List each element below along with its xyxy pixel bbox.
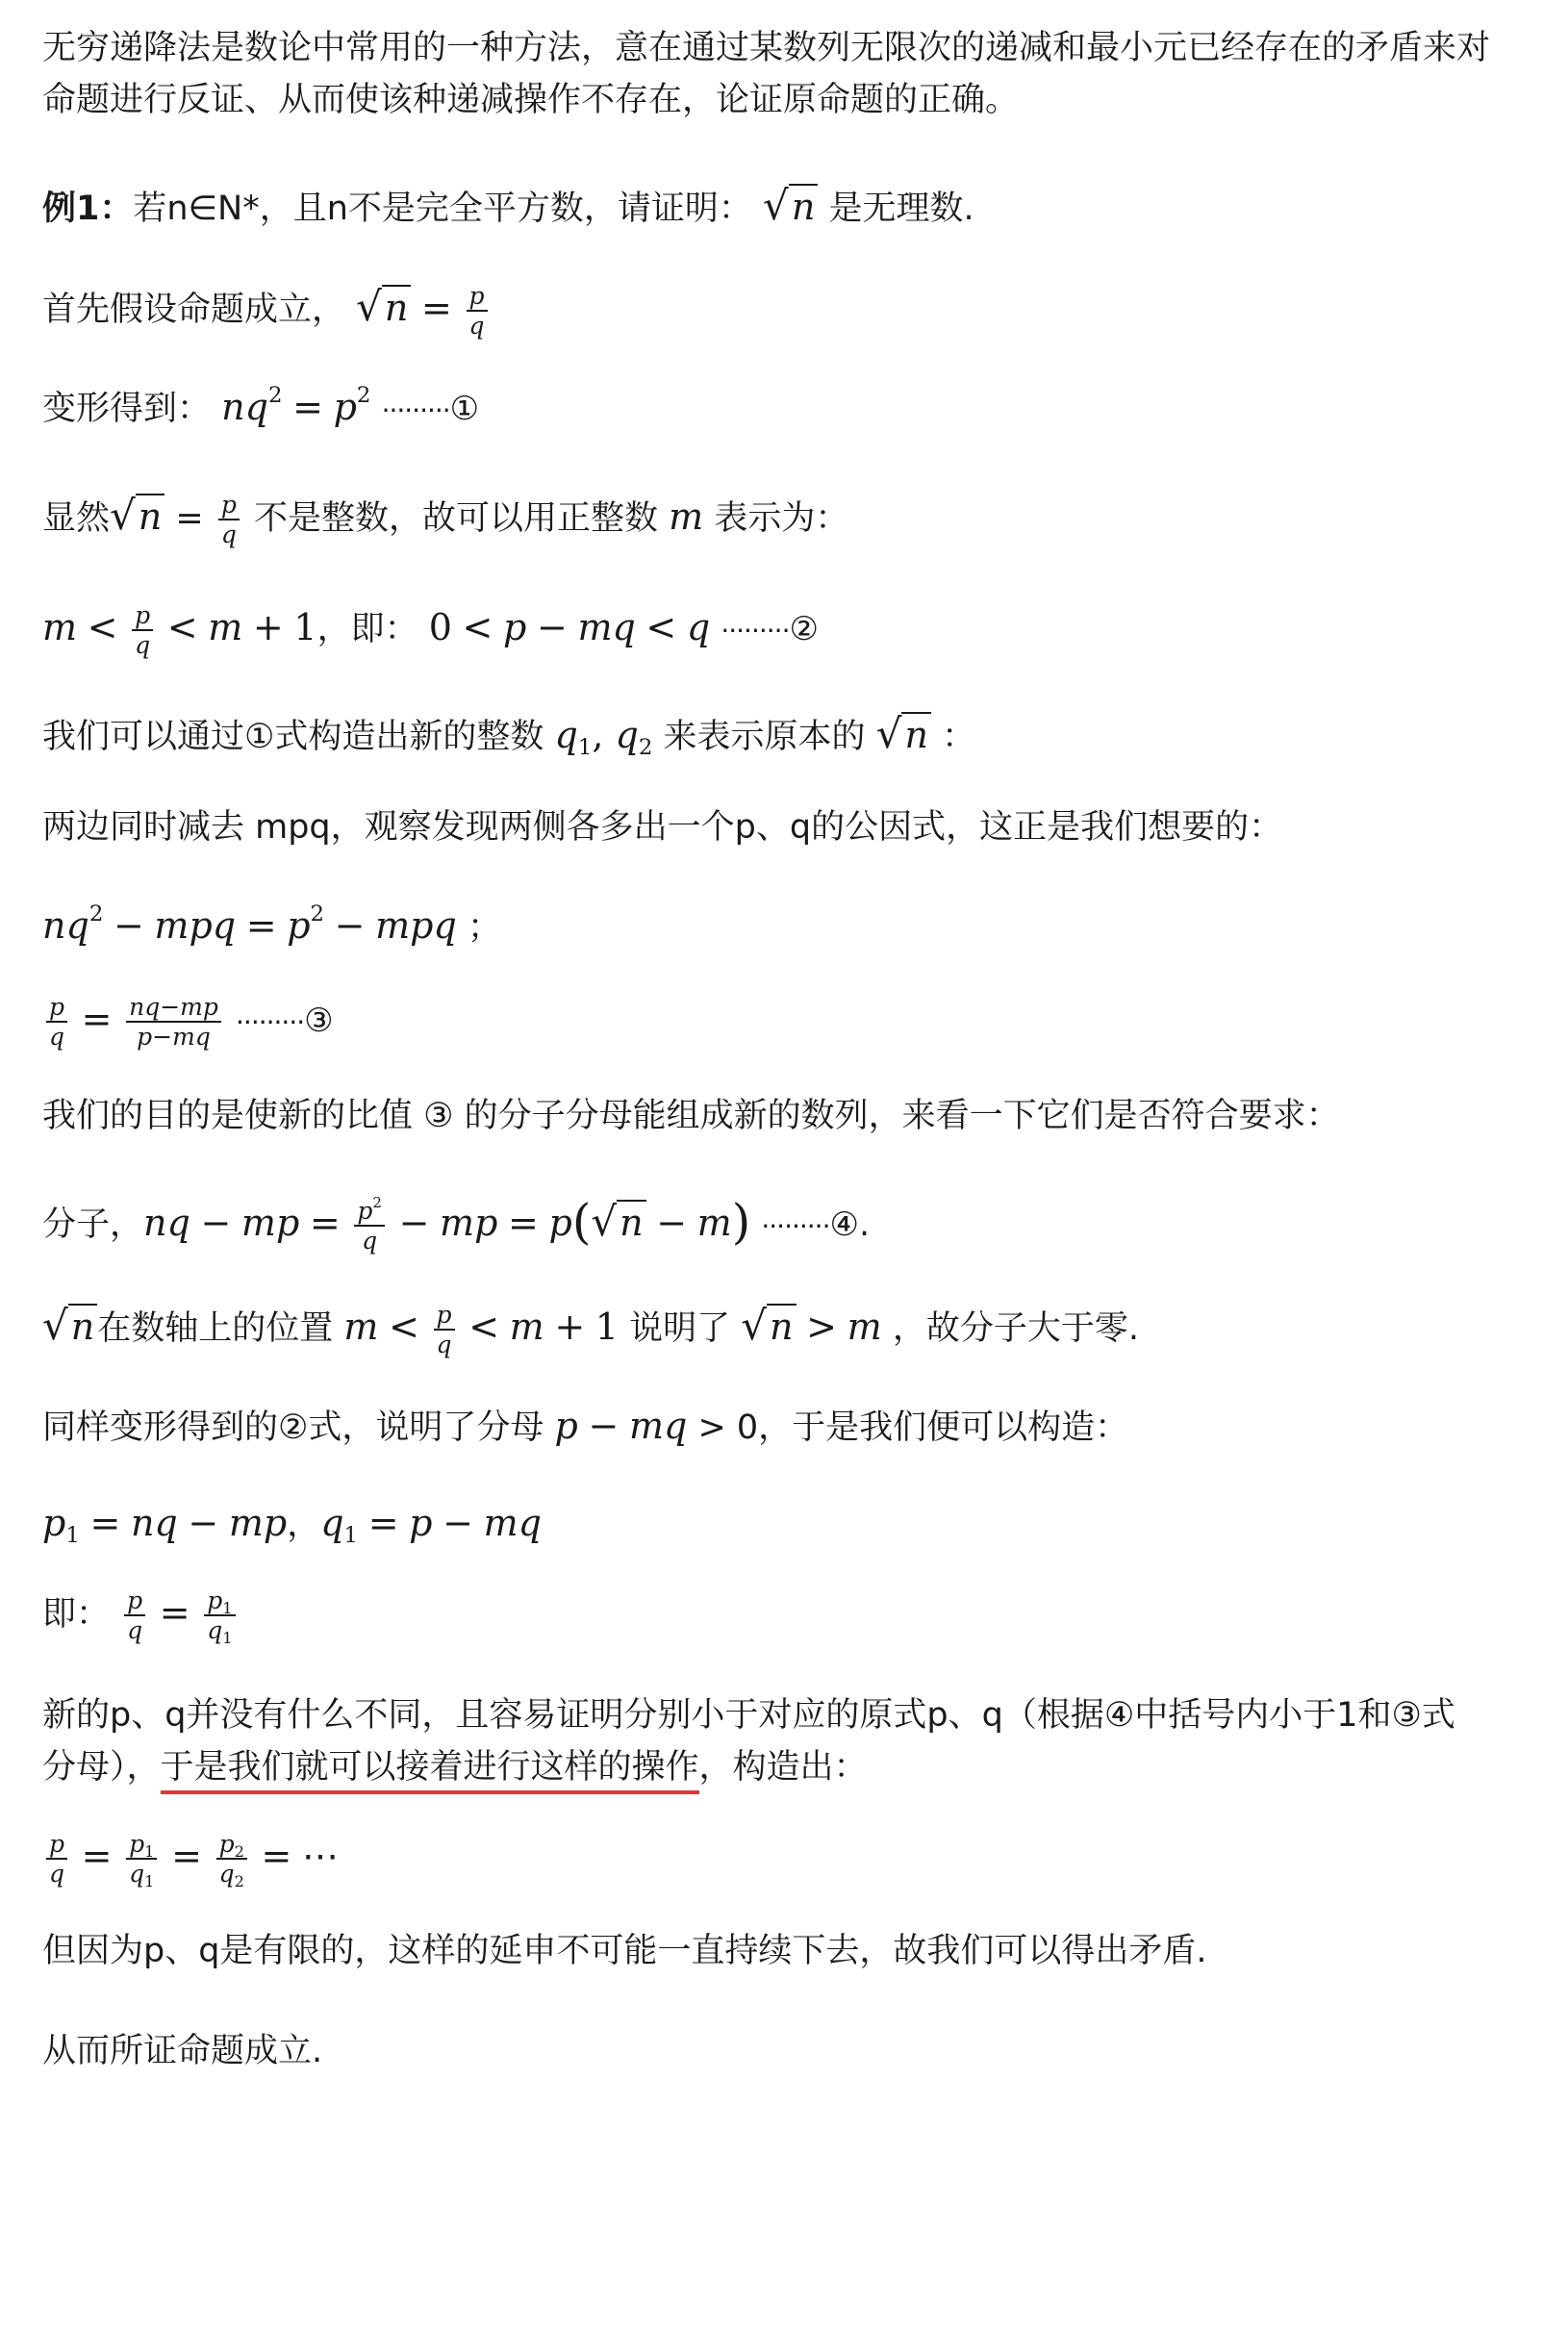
represent-text: 表示为： xyxy=(714,498,849,538)
sqrt-n: √n xyxy=(42,1293,97,1357)
sqrt-n: √n xyxy=(110,483,164,547)
finite-line: 但因为p、q是有限的，这样的延申不可能一直持续下去，故我们可以得出矛盾. xyxy=(42,1931,1207,1970)
construct-p1-q1-line: $p_1$ = nq − mp，$q_1 = p$ − mq xyxy=(42,1501,542,1548)
highlighted-phrase: 于是我们就可以接着进行这样的操作 xyxy=(161,1748,699,1794)
similarly-text-b: > 0，于是我们便可以构造： xyxy=(697,1408,1129,1447)
intro-line-1: 无穷递降法是数论中常用的一种方法，意在通过某数列无限次的递减和最小元已经存在的矛盾来对 xyxy=(42,29,1491,67)
ratio-chain-line: $\frac{p}{q}$ = $\frac{p_1}{q_1}$ = $\frac{p_2}{q_2}$ = ⋯ xyxy=(42,1827,1449,1888)
new-pq-line-2 xyxy=(42,1740,1449,1794)
obviously-line: 显然√n = $\frac{p}{q}$ 不是整数，故可以用正整数 m 表示为： xyxy=(42,483,1449,548)
eq-marker-4: ④ xyxy=(829,1205,859,1244)
fraction-p2-over-q2: $\frac{p_2}{q_2}$ xyxy=(216,1830,247,1888)
numerator-line: 分子，nq − mp = $\frac{p^2}{q}$ − mp = p(√n − m) ·········④. xyxy=(42,1183,1449,1260)
fraction-p-over-q: $\frac{p}{q}$ xyxy=(46,993,67,1051)
position-line: √n在数轴上的位置 m < $\frac{p}{q}$ < m + 1 说明了 √n > m ，故分子大于零. xyxy=(42,1293,1449,1358)
fraction-p1-over-q1: $\frac{p_1}{q_1}$ xyxy=(204,1586,235,1644)
dots: ········· xyxy=(381,394,450,427)
equation-line: $nq^2$ − mpq = $p^2$ − mpq ； xyxy=(42,901,501,948)
not-integer-text: 不是整数，故可以用正整数 xyxy=(254,498,659,538)
fraction-p-over-q: $\frac{p}{q}$ xyxy=(132,601,153,659)
intro-line-2: 命题进行反证、从而使该种递减操作不存在，论证原命题的正确。 xyxy=(42,81,1020,119)
dots: ········· xyxy=(721,614,790,647)
sqrt-n: √n xyxy=(356,274,411,339)
example-label: 例1： xyxy=(42,190,134,228)
example-condition: 若n∈N*，且n不是完全平方数，请证明： xyxy=(133,190,752,228)
fraction-p-over-q: $\frac{p}{q}$ xyxy=(434,1301,455,1358)
comma: ， xyxy=(287,1505,321,1544)
goal-line: 我们的目的是使新的比值 ③ 的分子分母能组成新的数列，来看一下它们是否符合要求： xyxy=(42,1096,1340,1135)
assume-text: 首先假设命题成立， xyxy=(42,291,346,330)
fraction-new-ratio: $\frac{nq-mp}{p-mq}$ xyxy=(126,993,221,1051)
position-text-b: 说明了 xyxy=(629,1308,731,1348)
fraction-p-over-q: $\frac{p}{q}$ xyxy=(218,491,240,548)
sqrt-n: √n xyxy=(591,1189,645,1254)
ie-text: 即： xyxy=(42,1594,111,1634)
construct-line: 我们可以通过①式构造出新的整数 $q_1$, $q_2$ 来表示原本的 √n ： xyxy=(42,701,1449,766)
new-pq-text-c: ，构造出： xyxy=(698,1747,868,1787)
eq-marker-2: ② xyxy=(789,609,819,648)
position-text-c: ，故分子大于零. xyxy=(892,1308,1139,1348)
ratio-line: $\frac{p}{q}$ = $\frac{nq-mp}{p-mq}$ ·········③ xyxy=(42,990,1449,1051)
new-pq-text-a: 分母）， xyxy=(42,1747,161,1787)
dots: ········· xyxy=(761,1209,830,1242)
subtract-line: 两边同时减去 mpq，观察发现两侧各多出一个p、q的公因式，这正是我们想要的： xyxy=(42,808,1283,848)
sqrt-n: √n xyxy=(876,701,931,766)
conclusion-line: 从而所证命题成立. xyxy=(42,2031,323,2070)
transform-line: 变形得到： $nq^2 = p^2$ ·········① xyxy=(42,382,480,429)
inequality-line: m < $\frac{p}{q}$ < m + 1，即： 0 < p − mq < q ·········② xyxy=(42,600,819,659)
sqrt-n: √n xyxy=(741,1293,796,1357)
fraction-p1-over-q1: $\frac{p_1}{q_1}$ xyxy=(126,1830,157,1888)
transform-text: 变形得到： xyxy=(42,390,212,429)
semicolon: ； xyxy=(467,908,501,948)
fraction-p-over-q: $\frac{p}{q}$ xyxy=(46,1830,67,1888)
dots: ········· xyxy=(236,1005,305,1038)
colon: ： xyxy=(942,717,976,756)
eq-marker-3: ③ xyxy=(304,1001,334,1040)
ie-text: ，即： xyxy=(316,609,418,648)
period: . xyxy=(858,1205,871,1244)
similarly-text-a: 同样变形得到的②式，说明了分母 xyxy=(42,1408,544,1447)
similarly-line: 同样变形得到的②式，说明了分母 p − mq > 0，于是我们便可以构造： xyxy=(42,1404,1129,1447)
sqrt-n: √n xyxy=(763,173,818,238)
obviously-text: 显然 xyxy=(42,498,111,538)
example-line xyxy=(42,173,1449,238)
ie-ratio-line: 即： $\frac{p}{q}$ = $\frac{p_1}{q_1}$ xyxy=(42,1584,1449,1644)
new-pq-line-1: 新的p、q并没有什么不同，且容易证明分别小于对应的原式p、q（根据④中括号内小于1和③式 xyxy=(42,1695,1455,1735)
eq-marker-1: ① xyxy=(449,390,480,429)
fraction-p-over-q: $\frac{p}{q}$ xyxy=(124,1586,145,1644)
position-text-a: 在数轴上的位置 xyxy=(97,1308,334,1348)
to-represent-text: 来表示原本的 xyxy=(663,717,866,756)
numerator-text: 分子， xyxy=(42,1205,144,1244)
example-tail: 是无理数. xyxy=(828,190,974,228)
fraction-p2-over-q: $\frac{p^2}{q}$ xyxy=(354,1197,385,1255)
construct-text: 我们可以通过①式构造出新的整数 xyxy=(42,717,544,756)
fraction-p-over-q: $\frac{p}{q}$ xyxy=(467,282,488,340)
assume-line: 首先假设命题成立， √n = $\frac{p}{q}$ xyxy=(42,274,1449,340)
